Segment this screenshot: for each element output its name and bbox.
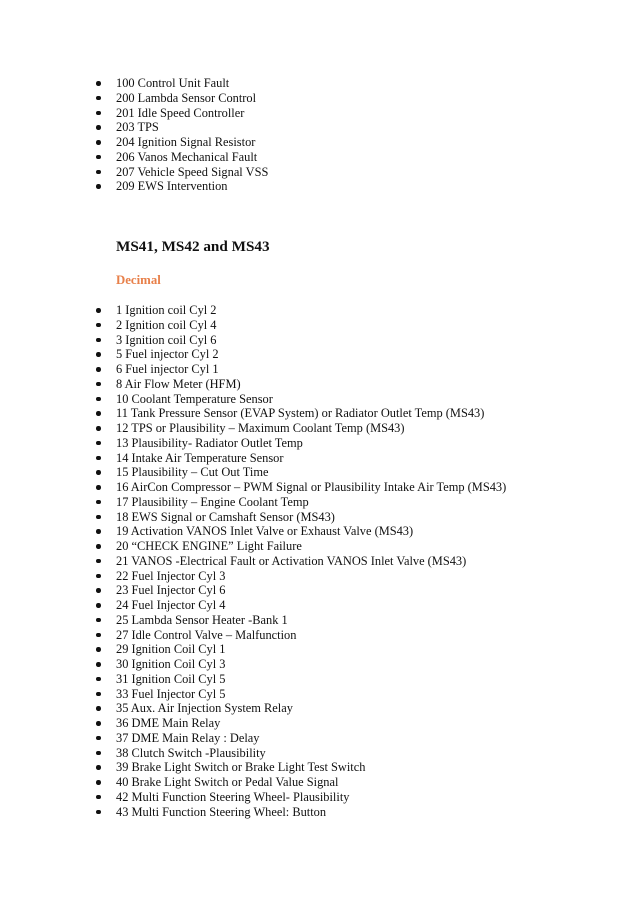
list-item-text: 10 Coolant Temperature Sensor — [116, 391, 273, 406]
list-item-text: 18 EWS Signal or Camshaft Sensor (MS43) — [116, 509, 335, 524]
bullet-icon — [96, 456, 101, 461]
bullet-icon — [96, 500, 101, 505]
bullet-icon — [96, 662, 101, 667]
bullet-icon — [96, 588, 101, 593]
bullet-icon — [96, 352, 101, 357]
bullet-icon — [96, 692, 101, 697]
list-item — [96, 392, 616, 407]
list-item — [96, 179, 616, 194]
list-item — [96, 569, 616, 584]
list-item-text: 16 AirCon Compressor – PWM Signal or Plausibility Intake Air Temp (MS43) — [116, 480, 507, 494]
list-item-text: 8 Air Flow Meter (HFM) — [116, 376, 241, 391]
bullet-icon — [96, 338, 101, 343]
list-item-text: 207 Vehicle Speed Signal VSS — [116, 164, 269, 179]
list-item-text: 42 Multi Function Steering Wheel- Plausibility — [116, 789, 350, 804]
bullet-icon — [96, 574, 101, 579]
bullet-icon — [96, 529, 101, 534]
list-item-text: 5 Fuel injector Cyl 2 — [116, 347, 219, 362]
bullet-icon — [96, 544, 101, 549]
list-item-text: 209 EWS Intervention — [116, 179, 228, 194]
list-item-text: 31 Ignition Coil Cyl 5 — [116, 671, 226, 686]
list-item-text: 21 VANOS -Electrical Fault or Activation VANOS Inlet Valve (MS43) — [116, 553, 467, 568]
list-item-text: 206 Vanos Mechanical Fault — [116, 149, 258, 164]
list-item — [96, 790, 616, 805]
list-item — [96, 760, 616, 775]
list-item-text: 40 Brake Light Switch or Pedal Value Signal — [116, 775, 339, 789]
bullet-icon — [96, 721, 101, 726]
bullet-icon — [96, 795, 101, 800]
list-item-text: 17 Plausibility – Engine Coolant Temp — [116, 494, 309, 509]
bullet-icon — [96, 647, 101, 652]
bullet-icon — [96, 140, 101, 145]
bullet-icon — [96, 111, 101, 116]
bullet-icon — [96, 96, 101, 101]
bullet-icon — [96, 603, 101, 608]
bullet-icon — [96, 81, 101, 86]
bullet-icon — [96, 382, 101, 387]
list-item-text: 38 Clutch Switch -Plausibility — [116, 745, 266, 760]
bullet-icon — [96, 765, 101, 770]
bullet-icon — [96, 780, 101, 785]
list-item-text: 204 Ignition Signal Resistor — [116, 135, 256, 149]
bullet-icon — [96, 308, 101, 313]
list-item — [96, 672, 616, 687]
list-item-text: 1 Ignition coil Cyl 2 — [116, 303, 217, 317]
list-item-text: 19 Activation VANOS Inlet Valve or Exhaust Valve (MS43) — [116, 524, 414, 539]
list-item — [96, 701, 616, 716]
bullet-icon — [96, 125, 101, 130]
fault-code-list-decimal — [96, 303, 616, 819]
list-item-text: 203 TPS — [116, 120, 159, 135]
list-item — [96, 333, 616, 348]
list-item — [96, 495, 616, 510]
list-item-text: 100 Control Unit Fault — [116, 76, 230, 90]
list-item — [96, 150, 616, 165]
bullet-icon — [96, 618, 101, 623]
list-item — [96, 347, 616, 362]
list-item — [96, 406, 616, 421]
bullet-icon — [96, 706, 101, 711]
list-item-text: 24 Fuel Injector Cyl 4 — [116, 598, 226, 612]
list-item — [96, 465, 616, 480]
list-item — [96, 642, 616, 657]
list-item-text: 14 Intake Air Temperature Sensor — [116, 450, 284, 465]
list-item — [96, 628, 616, 643]
list-item-text: 20 “CHECK ENGINE” Light Failure — [116, 539, 302, 553]
bullet-icon — [96, 184, 101, 189]
bullet-icon — [96, 426, 101, 431]
bullet-icon — [96, 810, 101, 815]
list-item-text: 29 Ignition Coil Cyl 1 — [116, 642, 226, 657]
list-item — [96, 510, 616, 525]
bullet-icon — [96, 470, 101, 475]
bullet-icon — [96, 751, 101, 756]
bullet-icon — [96, 677, 101, 682]
list-item — [96, 613, 616, 628]
list-item — [96, 524, 616, 539]
list-item — [96, 539, 616, 554]
list-item — [96, 716, 616, 731]
list-item — [96, 775, 616, 790]
list-item — [96, 687, 616, 702]
list-item-text: 33 Fuel Injector Cyl 5 — [116, 686, 226, 701]
list-item-text: 23 Fuel Injector Cyl 6 — [116, 583, 226, 598]
list-item — [96, 436, 616, 451]
list-item-text: 37 DME Main Relay : Delay — [116, 730, 260, 745]
list-item — [96, 106, 616, 121]
bullet-icon — [96, 397, 101, 402]
list-item — [96, 805, 616, 820]
list-item — [96, 377, 616, 392]
list-item-text: 2 Ignition coil Cyl 4 — [116, 317, 217, 332]
list-item-text: 3 Ignition coil Cyl 6 — [116, 332, 217, 347]
list-item — [96, 731, 616, 746]
fault-code-list-top — [96, 76, 616, 194]
list-item-text: 11 Tank Pressure Sensor (EVAP System) or Radiator Outlet Temp (MS43) — [116, 406, 485, 421]
bullet-icon — [96, 155, 101, 160]
list-item — [96, 421, 616, 436]
bullet-icon — [96, 441, 101, 446]
list-item-text: 200 Lambda Sensor Control — [116, 90, 257, 105]
list-item — [96, 746, 616, 761]
list-item-text: 12 TPS or Plausibility – Maximum Coolant Temp (MS43) — [116, 421, 405, 435]
list-item — [96, 583, 616, 598]
bullet-icon — [96, 411, 101, 416]
list-item-text: 201 Idle Speed Controller — [116, 105, 245, 120]
list-item — [96, 451, 616, 466]
section-subheading: Decimal — [116, 273, 161, 287]
list-item — [96, 135, 616, 150]
section-heading: MS41, MS42 and MS43 — [116, 238, 270, 255]
list-item-text: 6 Fuel injector Cyl 1 — [116, 362, 219, 376]
bullet-icon — [96, 323, 101, 328]
list-item — [96, 598, 616, 613]
list-item — [96, 480, 616, 495]
list-item-text: 36 DME Main Relay — [116, 716, 221, 730]
list-item — [96, 120, 616, 135]
bullet-icon — [96, 633, 101, 638]
list-item-text: 35 Aux. Air Injection System Relay — [116, 701, 293, 716]
list-item-text: 25 Lambda Sensor Heater -Bank 1 — [116, 612, 288, 627]
list-item — [96, 165, 616, 180]
bullet-icon — [96, 367, 101, 372]
list-item — [96, 318, 616, 333]
list-item — [96, 76, 616, 91]
list-item — [96, 554, 616, 569]
bullet-icon — [96, 515, 101, 520]
list-item — [96, 362, 616, 377]
list-item — [96, 303, 616, 318]
list-item-text: 22 Fuel Injector Cyl 3 — [116, 568, 226, 583]
list-item-text: 13 Plausibility- Radiator Outlet Temp — [116, 435, 303, 450]
list-item-text: 39 Brake Light Switch or Brake Light Test Switch — [116, 760, 366, 775]
list-item — [96, 657, 616, 672]
bullet-icon — [96, 736, 101, 741]
list-item-text: 27 Idle Control Valve – Malfunction — [116, 627, 297, 642]
list-item-text: 43 Multi Function Steering Wheel: Button — [116, 804, 327, 819]
bullet-icon — [96, 559, 101, 564]
list-item-text: 30 Ignition Coil Cyl 3 — [116, 657, 226, 671]
bullet-icon — [96, 170, 101, 175]
list-item-text: 15 Plausibility – Cut Out Time — [116, 465, 269, 480]
bullet-icon — [96, 485, 101, 490]
list-item — [96, 91, 616, 106]
